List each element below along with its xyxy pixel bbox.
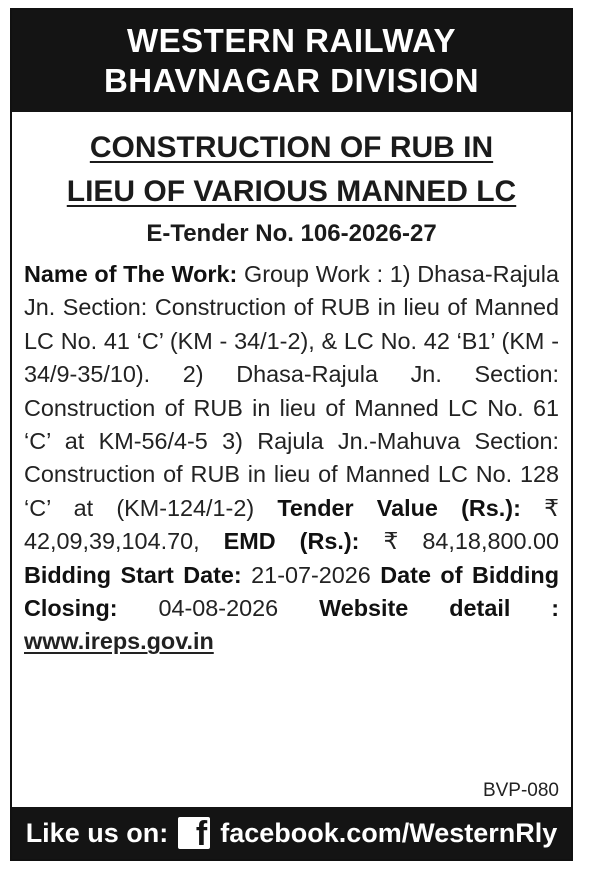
close-label: Date of Bidding Closing: (24, 561, 559, 622)
header-banner (12, 10, 571, 112)
value-label: Tender Value (Rs.): (277, 494, 521, 521)
start-text: 21-07-2026 (251, 561, 371, 588)
work-label: Name of The Work: (24, 261, 238, 287)
header-line-1: WESTERN RAILWAY (127, 22, 456, 59)
value-text: ₹ 42,09,39,104.70, (24, 494, 559, 555)
start-label: Bidding Start Date: (24, 561, 242, 588)
emd-text: ₹ 84,18,800.00 (383, 528, 559, 555)
title-line-1: CONSTRUCTION OF RUB IN (89, 131, 494, 164)
emd-label: EMD (Rs.): (223, 528, 360, 555)
website-link[interactable]: www.ireps.gov.in (24, 628, 214, 655)
facebook-url[interactable]: facebook.com/WesternRly (220, 817, 558, 848)
title-line-2: LIEU OF VARIOUS MANNED LC (66, 175, 517, 208)
close-text: 04-08-2026 (158, 595, 279, 622)
notice-title (12, 126, 571, 214)
website-label: Website detail : (319, 595, 560, 622)
notice-code: BVP-080 (482, 780, 559, 801)
tender-notice (10, 8, 573, 861)
social-footer (12, 807, 571, 859)
tender-number: E-Tender No. 106-2026-27 (146, 220, 437, 247)
work-text: Group Work : 1) Dhasa-Rajula Jn. Section: Construction of RUB in lieu of Manned LC No. 41 ‘C’ (KM - 34/1-2), & LC No. 42 ‘B1’ (KM - 34/9-35/10). 2) Dhasa-Rajula Jn. Section: Construction of RUB in lieu of Manned LC No. 61 ‘C’ at KM-56/4-5 3) Rajula Jn.-Mahuva Section: Construction of RUB in lieu of Manned LC No. 128 ‘C’ at (KM-124/1-2) (24, 261, 559, 521)
facebook-icon[interactable]: f (178, 817, 210, 849)
header-line-2: BHAVNAGAR DIVISION (103, 62, 480, 99)
like-us-text: Like us on: (25, 817, 169, 848)
tender-details (24, 258, 559, 659)
